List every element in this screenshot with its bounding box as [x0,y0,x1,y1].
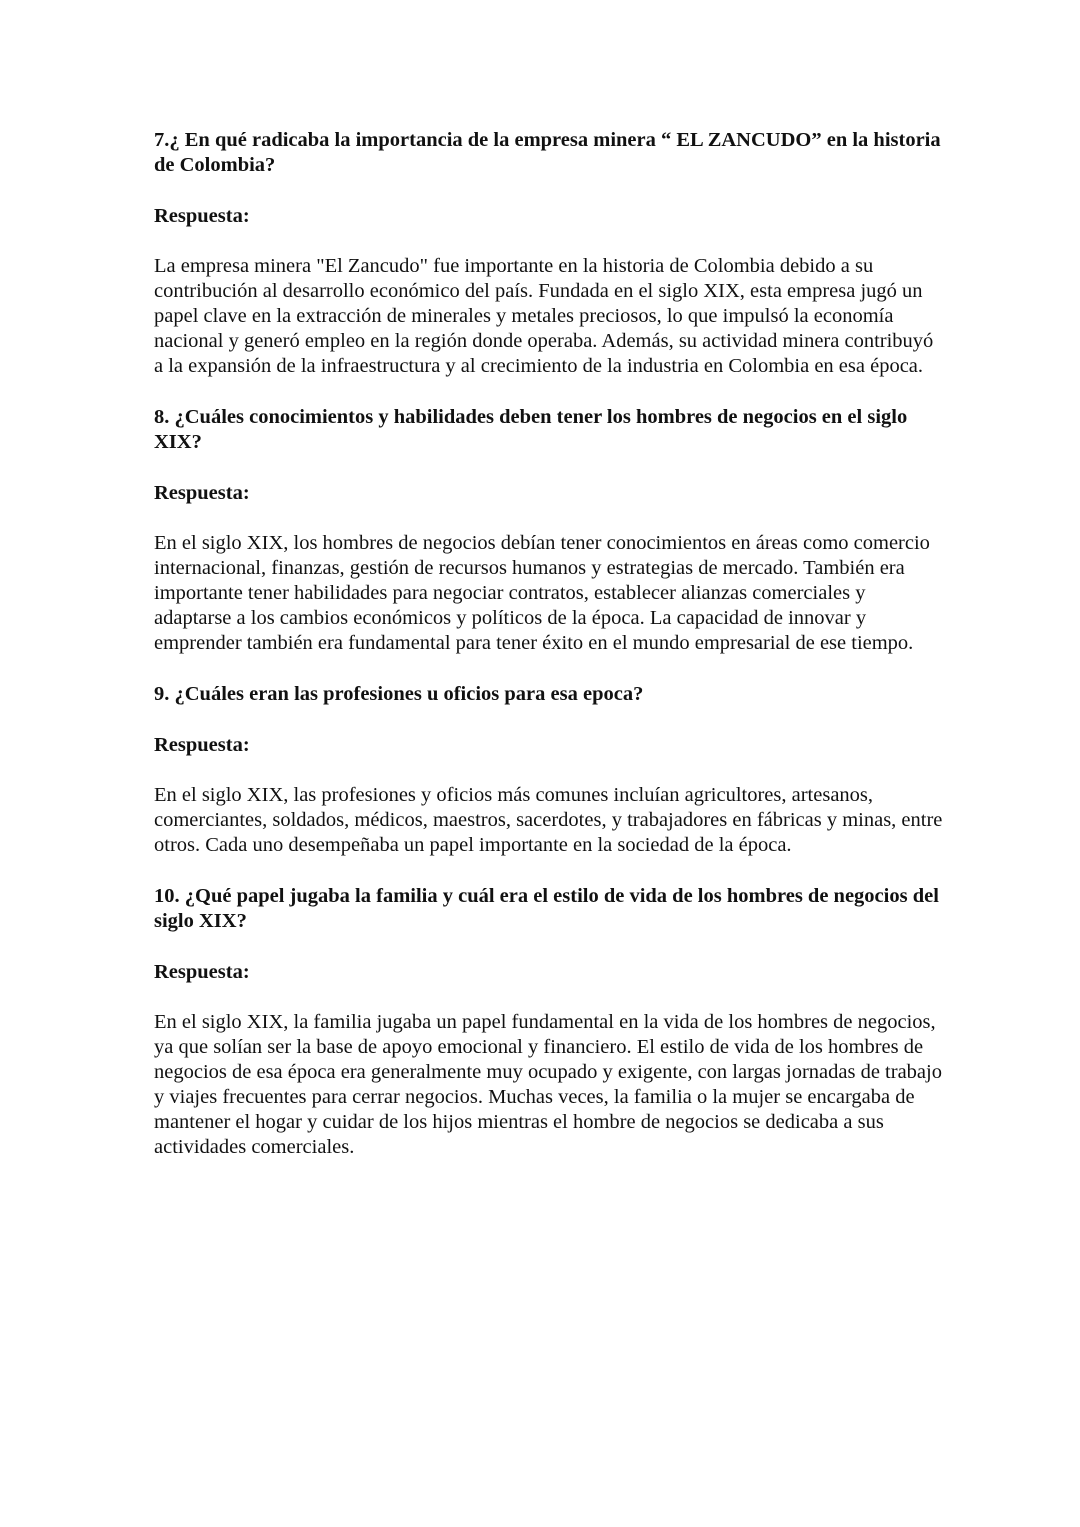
answer-paragraph: En el siglo XIX, la familia jugaba un papel fundamental en la vida de los hombres de negocios, ya que solían ser la base de apoyo emocional y financiero. El estilo de vida de los hombres de negocios de esa época era generalmente muy ocupado y exigente, con largas jornadas de trabajo y viajes frecuentes para cerrar negocios. Muchas veces, la familia o la mujer se encargaba de mantener el hogar y cuidar de los hijos mientras el hombre de negocios se dedicaba a sus actividades comerciales. [154,1011,942,1158]
answer-paragraph: En el siglo XIX, los hombres de negocios debían tener conocimientos en áreas como comercio internacional, finanzas, gestión de recursos humanos y estrategias de mercado. También era importante tener habilidades para negociar contratos, establecer alianzas comerciales y adaptarse a los cambios económicos y políticos de la época. La capacidad de innovar y emprender también era fundamental para tener éxito en el mundo empresarial de ese tiempo. [154,532,930,654]
question-heading: 9. ¿Cuáles eran las profesiones u oficios para esa epoca? [154,683,644,705]
question-heading: 7.¿ En qué radicaba la importancia de la empresa minera “ EL ZANCUDO” en la historia de Colombia? [154,129,941,176]
document-page [154,128,944,1160]
qa-section-8 [154,405,944,656]
answer-paragraph: La empresa minera "El Zancudo" fue importante en la historia de Colombia debido a su contribución al desarrollo económico del país. Fundada en el siglo XIX, esta empresa jugó un papel clave en la extracción de minerales y metales preciosos, lo que impulsó la economía nacional y generó empleo en la región donde operaba. Además, su actividad minera contribuyó a la expansión de la infraestructura y al crecimiento de la industria en Colombia en esa época. [154,255,934,377]
response-label: Respuesta: [154,482,250,504]
response-label: Respuesta: [154,205,250,227]
qa-section-10 [154,884,944,1160]
response-label: Respuesta: [154,961,250,983]
qa-section-7 [154,128,944,379]
qa-section-9 [154,682,944,858]
response-label: Respuesta: [154,734,250,756]
answer-paragraph: En el siglo XIX, las profesiones y oficios más comunes incluían agricultores, artesanos, comerciantes, soldados, médicos, maestros, sacerdotes, y trabajadores en fábricas y minas, entre otros. Cada uno desempeñaba un papel importante en la sociedad de la época. [154,784,943,856]
question-heading: 8. ¿Cuáles conocimientos y habilidades deben tener los hombres de negocios en el siglo XIX? [154,406,908,453]
question-heading: 10. ¿Qué papel jugaba la familia y cuál era el estilo de vida de los hombres de negocios del siglo XIX? [154,885,939,932]
